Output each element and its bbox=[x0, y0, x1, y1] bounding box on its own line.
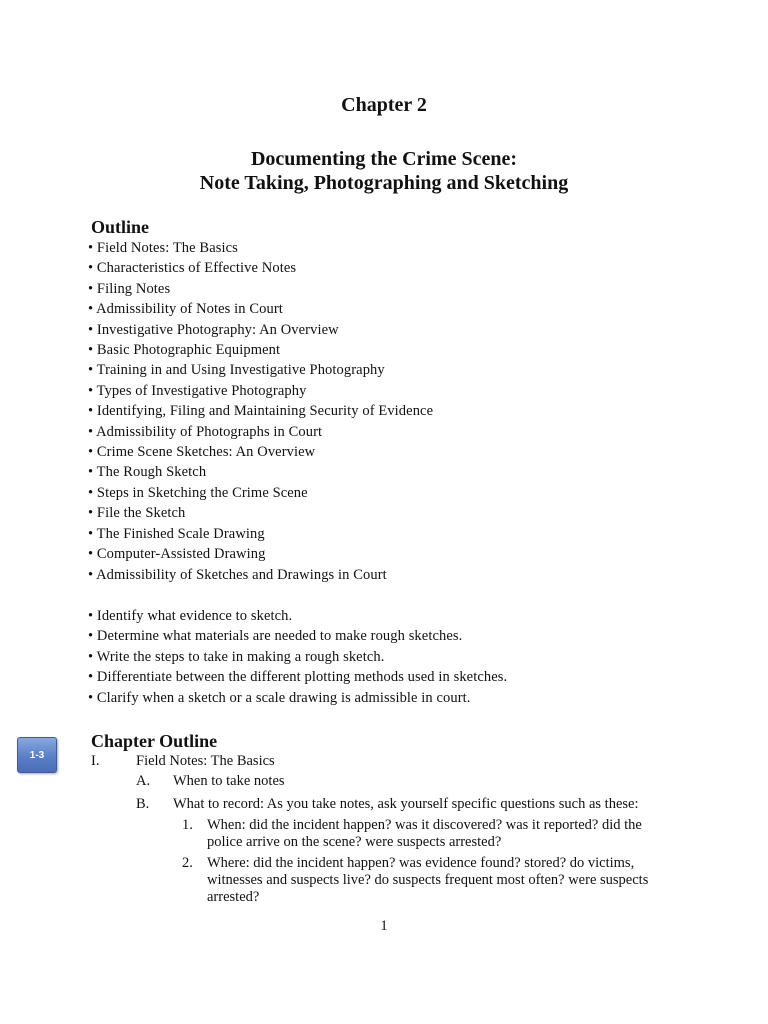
objective-item: • Determine what materials are needed to make rough sketches. bbox=[88, 628, 463, 645]
chapter-label: Chapter 2 bbox=[341, 94, 427, 116]
objective-item: • Clarify when a sketch or a scale drawing is admissible in court. bbox=[88, 689, 471, 706]
number-item-1-line-2: police arrive on the scene? were suspects arrested? bbox=[207, 834, 502, 850]
number-item-2-line-3: arrested? bbox=[207, 889, 260, 905]
document-title bbox=[0, 147, 768, 195]
title-line-2: Note Taking, Photographing and Sketching bbox=[199, 172, 569, 194]
outline-item: • Admissibility of Notes in Court bbox=[88, 301, 283, 318]
outline-item: • Identifying, Filing and Maintaining Security of Evidence bbox=[88, 403, 434, 420]
letter-marker-b: B. bbox=[136, 796, 150, 812]
outline-item: • Admissibility of Sketches and Drawings in Court bbox=[88, 566, 387, 583]
outline-list bbox=[88, 238, 433, 585]
number-item-2-line-2: witnesses and suspects live? do suspects frequent most often? were suspects bbox=[207, 872, 649, 888]
outline-item: • Basic Photographic Equipment bbox=[88, 342, 281, 359]
outline-item: • Computer-Assisted Drawing bbox=[88, 546, 266, 563]
number-item-1-line-1: When: did the incident happen? was it discovered? was it reported? did the bbox=[207, 817, 642, 833]
objective-item: • Write the steps to take in making a rough sketch. bbox=[88, 648, 385, 665]
outline-item: • File the Sketch bbox=[88, 505, 186, 522]
outline-item: • Crime Scene Sketches: An Overview bbox=[88, 444, 316, 461]
letter-item-b-text: What to record: As you take notes, ask yourself specific questions such as these: bbox=[173, 796, 639, 812]
letter-item-a-text: When to take notes bbox=[173, 773, 285, 789]
outline-item: • Admissibility of Photographs in Court bbox=[88, 423, 323, 440]
outline-item: • The Finished Scale Drawing bbox=[88, 525, 265, 542]
outline-item: • Field Notes: The Basics bbox=[88, 240, 238, 256]
objectives-list bbox=[88, 606, 507, 708]
outline-item: • Steps in Sketching the Crime Scene bbox=[88, 484, 308, 501]
chapter-outline-heading: Chapter Outline bbox=[91, 731, 218, 751]
slide-number-badge: 1-3 bbox=[17, 737, 57, 773]
outline-item: • Characteristics of Effective Notes bbox=[88, 260, 297, 277]
outline-item: • Types of Investigative Photography bbox=[88, 382, 307, 399]
letter-marker-a: A. bbox=[136, 773, 151, 789]
roman-marker: I. bbox=[91, 753, 100, 769]
objective-item: • Identify what evidence to sketch. bbox=[88, 608, 293, 624]
outline-item: • Training in and Using Investigative Photography bbox=[88, 362, 385, 379]
outline-item: • Filing Notes bbox=[88, 280, 171, 297]
number-item-2-line-1: Where: did the incident happen? was evidence found? stored? do victims, bbox=[207, 855, 635, 871]
outline-item: • The Rough Sketch bbox=[88, 464, 207, 481]
objective-item: • Differentiate between the different plotting methods used in sketches. bbox=[88, 669, 508, 686]
number-marker-2: 2. bbox=[182, 855, 193, 871]
page-number: 1 bbox=[380, 918, 388, 934]
outline-item: • Investigative Photography: An Overview bbox=[88, 321, 339, 338]
title-line-1: Documenting the Crime Scene: bbox=[250, 148, 518, 170]
roman-item-text: Field Notes: The Basics bbox=[136, 753, 275, 769]
outline-heading: Outline bbox=[91, 217, 150, 237]
number-marker-1: 1. bbox=[182, 817, 193, 833]
